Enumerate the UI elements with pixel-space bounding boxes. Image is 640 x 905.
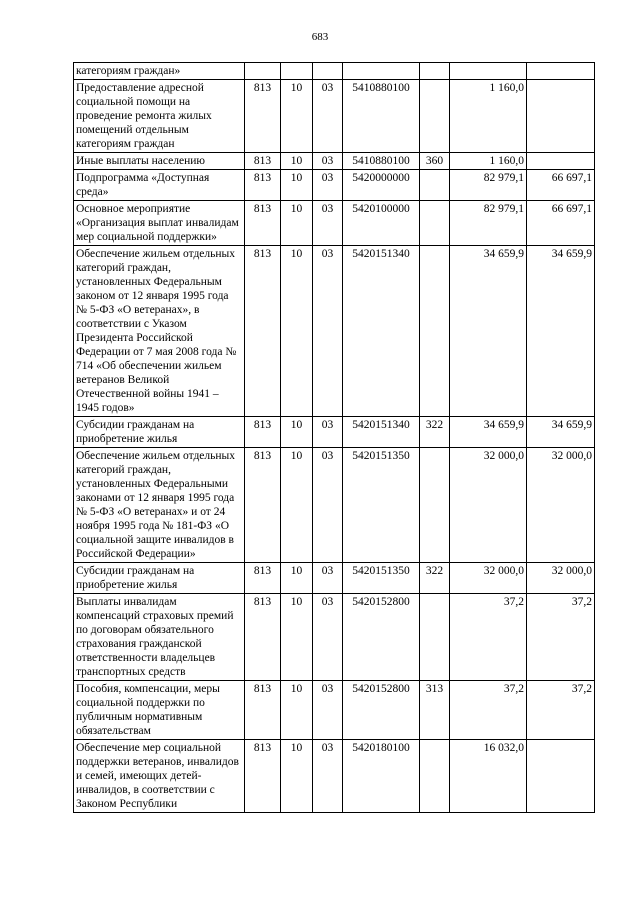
cell-target: 5420151340	[343, 246, 420, 417]
cell-kind	[420, 740, 450, 813]
table-row	[74, 681, 595, 740]
cell-kind	[420, 201, 450, 246]
cell-amount-1: 82 979,1	[450, 201, 527, 246]
cell-amount-1: 1 160,0	[450, 80, 527, 153]
cell-ministry	[245, 63, 281, 80]
cell-kind	[420, 63, 450, 80]
cell-amount-1: 34 659,9	[450, 417, 527, 448]
cell-name: Иные выплаты населению	[74, 153, 245, 170]
cell-amount-1: 34 659,9	[450, 246, 527, 417]
table-row	[74, 563, 595, 594]
cell-ministry: 813	[245, 681, 281, 740]
cell-subsection: 03	[313, 563, 343, 594]
cell-ministry: 813	[245, 417, 281, 448]
cell-amount-2	[527, 153, 595, 170]
cell-ministry: 813	[245, 153, 281, 170]
cell-kind: 322	[420, 417, 450, 448]
cell-amount-2: 37,2	[527, 681, 595, 740]
cell-amount-2	[527, 80, 595, 153]
cell-subsection: 03	[313, 417, 343, 448]
cell-kind: 322	[420, 563, 450, 594]
table-row	[74, 153, 595, 170]
cell-amount-1: 32 000,0	[450, 448, 527, 563]
cell-target: 5420152800	[343, 681, 420, 740]
cell-section: 10	[281, 170, 313, 201]
cell-subsection: 03	[313, 153, 343, 170]
cell-amount-1: 37,2	[450, 594, 527, 681]
cell-name: Обеспечение жильем отдельных категорий граждан, установленных Федеральными законами от 12 января 1995 года № 5-ФЗ «О ветеранах» и от 24 ноября 1995 года № 181-ФЗ «О социальной защите инвалидов в Российской Федерации»	[74, 448, 245, 563]
cell-target: 5410880100	[343, 80, 420, 153]
cell-section: 10	[281, 563, 313, 594]
cell-subsection: 03	[313, 681, 343, 740]
cell-amount-2: 34 659,9	[527, 246, 595, 417]
cell-ministry: 813	[245, 170, 281, 201]
table-row	[74, 80, 595, 153]
table-row	[74, 594, 595, 681]
cell-name: Обеспечение мер социальной поддержки ветеранов, инвалидов и семей, имеющих детей-инвалидов, в соответствии с Законом Республики	[74, 740, 245, 813]
cell-kind: 313	[420, 681, 450, 740]
table-row	[74, 417, 595, 448]
page-number: 683	[311, 31, 329, 43]
cell-ministry: 813	[245, 201, 281, 246]
cell-name: Субсидии гражданам на приобретение жилья	[74, 563, 245, 594]
cell-amount-2: 66 697,1	[527, 201, 595, 246]
cell-section	[281, 63, 313, 80]
cell-target: 5420151340	[343, 417, 420, 448]
cell-subsection: 03	[313, 740, 343, 813]
cell-amount-2: 66 697,1	[527, 170, 595, 201]
cell-kind	[420, 170, 450, 201]
cell-name: Предоставление адресной социальной помощи на проведение ремонта жилых помещений отдельным категориям граждан	[74, 80, 245, 153]
cell-amount-2	[527, 740, 595, 813]
cell-name: Выплаты инвалидам компенсаций страховых премий по договорам обязательного страхования гражданской ответственности владельцев транспортных средств	[74, 594, 245, 681]
cell-amount-1: 32 000,0	[450, 563, 527, 594]
budget-table	[73, 62, 595, 813]
cell-ministry: 813	[245, 246, 281, 417]
cell-amount-2	[527, 63, 595, 80]
table-row	[74, 63, 595, 80]
table-row	[74, 448, 595, 563]
cell-subsection: 03	[313, 594, 343, 681]
cell-kind	[420, 594, 450, 681]
cell-name: Подпрограмма «Доступная среда»	[74, 170, 245, 201]
cell-amount-2: 32 000,0	[527, 448, 595, 563]
table-row	[74, 170, 595, 201]
cell-amount-2: 37,2	[527, 594, 595, 681]
cell-target: 5420151350	[343, 448, 420, 563]
cell-kind: 360	[420, 153, 450, 170]
cell-section: 10	[281, 681, 313, 740]
cell-name: Обеспечение жильем отдельных категорий граждан, установленных Федеральным законом от 12 января 1995 года № 5-ФЗ «О ветеранах», в соответствии с Указом Президента Российской Федерации от 7 мая 2008 года № 714 «Об обеспечении жильем ветеранов Великой Отечественной войны 1941 – 1945 годов»	[74, 246, 245, 417]
cell-ministry: 813	[245, 594, 281, 681]
cell-subsection	[313, 63, 343, 80]
cell-name: Пособия, компенсации, меры социальной поддержки по публичным нормативным обязательствам	[74, 681, 245, 740]
cell-target	[343, 63, 420, 80]
cell-section: 10	[281, 246, 313, 417]
cell-section: 10	[281, 448, 313, 563]
cell-subsection: 03	[313, 170, 343, 201]
cell-amount-2: 34 659,9	[527, 417, 595, 448]
cell-name: Основное мероприятие «Организация выплат инвалидам мер социальной поддержки»	[74, 201, 245, 246]
table-row	[74, 246, 595, 417]
cell-section: 10	[281, 417, 313, 448]
cell-kind	[420, 246, 450, 417]
cell-amount-2: 32 000,0	[527, 563, 595, 594]
cell-amount-1: 16 032,0	[450, 740, 527, 813]
cell-name: категориям граждан»	[74, 63, 245, 80]
cell-ministry: 813	[245, 448, 281, 563]
cell-target: 5420180100	[343, 740, 420, 813]
cell-amount-1: 1 160,0	[450, 153, 527, 170]
cell-ministry: 813	[245, 80, 281, 153]
cell-amount-1: 37,2	[450, 681, 527, 740]
cell-section: 10	[281, 594, 313, 681]
table-row	[74, 201, 595, 246]
table-row	[74, 740, 595, 813]
cell-kind	[420, 448, 450, 563]
cell-kind	[420, 80, 450, 153]
cell-section: 10	[281, 80, 313, 153]
cell-amount-1	[450, 63, 527, 80]
cell-subsection: 03	[313, 80, 343, 153]
cell-section: 10	[281, 201, 313, 246]
cell-ministry: 813	[245, 563, 281, 594]
cell-section: 10	[281, 740, 313, 813]
cell-target: 5420151350	[343, 563, 420, 594]
cell-subsection: 03	[313, 246, 343, 417]
cell-subsection: 03	[313, 448, 343, 563]
cell-section: 10	[281, 153, 313, 170]
cell-target: 5420000000	[343, 170, 420, 201]
cell-target: 5420100000	[343, 201, 420, 246]
cell-name: Субсидии гражданам на приобретение жилья	[74, 417, 245, 448]
cell-ministry: 813	[245, 740, 281, 813]
cell-target: 5420152800	[343, 594, 420, 681]
cell-subsection: 03	[313, 201, 343, 246]
cell-target: 5410880100	[343, 153, 420, 170]
table-body	[74, 63, 595, 813]
cell-amount-1: 82 979,1	[450, 170, 527, 201]
